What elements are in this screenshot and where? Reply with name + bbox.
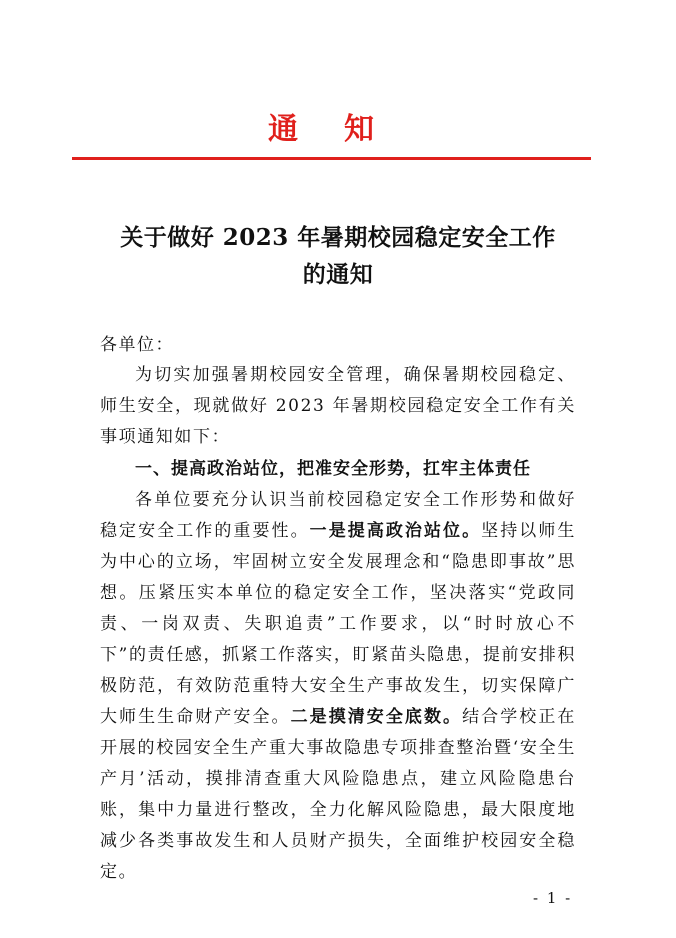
section-heading: 一、提高政治站位，把准安全形势，扛牢主体责任 <box>135 459 531 479</box>
header-title: 通知 <box>268 112 420 147</box>
paragraph-text: 坚持以师生为中心的立场，牢固树立安全发展理念和“隐患即事故”思想。压紧压实本单位的稳定安全工作，坚决落实“党政同责、一岗双责、失职追责”工作要求，以“时时放心不下”的责任感，抓紧工作落实，盯紧苗头隐患，提前安排积极防范，有效防范重特大安全生产事故发生，切实保障广大师生生命财产安全。 <box>100 521 577 727</box>
intro-paragraph: 为切实加强暑期校园安全管理，确保暑期校园稳定、师生安全，现就做好 2023 年暑期校园稳定安全工作有关事项通知如下： <box>100 365 576 447</box>
document-title-line2: 的通知 <box>302 261 374 288</box>
salutation: 各单位： <box>100 335 174 355</box>
document-title-line1: 关于做好 2023 年暑期校园稳定安全工作 <box>120 224 556 251</box>
section-paragraph <box>100 485 576 888</box>
paragraph-text: 结合学校正在开展的校园安全生产重大事故隐患专项排查整治暨‘安全生产月’活动，摸排清查重大风险隐患点，建立风险隐患台账，集中力量进行整改，全力化解风险隐患，最大限度地减少各类事故发生和人员财产损失，全面维护校园安全稳定。 <box>100 707 576 882</box>
emphasis-text: 一是提高政治站位。 <box>309 521 482 541</box>
red-divider <box>72 157 591 160</box>
paragraph-text: 各单位要充分认识当前校园稳定安全工作形势和做好稳定安全工作的重要性。 <box>100 490 576 541</box>
page-number: - 1 - <box>533 889 573 907</box>
emphasis-text: 二是摸清安全底数。 <box>290 707 463 727</box>
document-header <box>0 108 676 152</box>
